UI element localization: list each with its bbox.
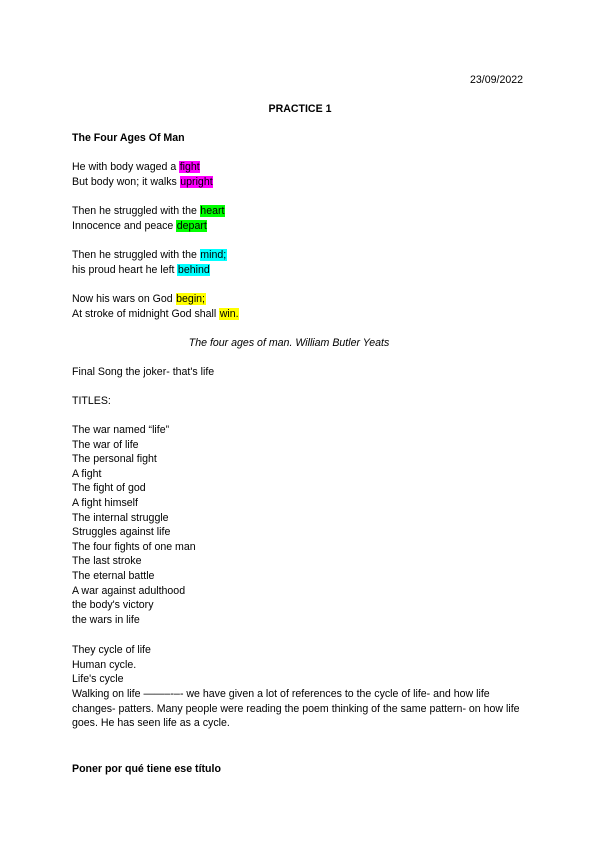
highlighted-word: depart [176, 220, 207, 232]
list-item: A fight [72, 467, 102, 480]
poem-line [72, 204, 225, 219]
poem-line [72, 292, 206, 307]
highlighted-word: heart [200, 205, 225, 217]
list-item: The fight of god [72, 482, 146, 495]
poem-line-text: his proud heart he left [72, 264, 178, 276]
citation: The four ages of man. William Butler Yeats [188, 337, 390, 349]
poem-line [72, 160, 200, 175]
highlighted-word: behind [177, 264, 210, 276]
highlighted-word: fight [179, 161, 200, 173]
titles-list [72, 423, 196, 627]
list-item: A fight himself [72, 496, 138, 509]
poem-line [72, 248, 227, 263]
poem-line-text: At stroke of midnight God shall [72, 308, 220, 320]
poem-line-text: He with body waged a [72, 161, 180, 173]
date: 23/09/2022 [470, 74, 524, 86]
list-item: the wars in life [72, 613, 140, 626]
page-heading: PRACTICE 1 [268, 103, 332, 115]
cycle-titles-list [72, 643, 151, 687]
closing-heading: Poner por qué tiene ese título [72, 763, 221, 775]
highlighted-word: win. [219, 308, 239, 320]
list-item: The eternal battle [72, 569, 155, 582]
poem-line-text: Innocence and peace [72, 220, 177, 232]
list-item: the body's victory [72, 599, 154, 612]
list-item: Human cycle. [72, 658, 137, 671]
poem-line-text: Now his wars on God [72, 293, 176, 305]
poem-line [72, 307, 239, 322]
list-item: The personal fight [72, 453, 157, 466]
poem-title: The Four Ages Of Man [72, 132, 185, 144]
poem-line [72, 219, 207, 234]
highlighted-word: upright [180, 176, 213, 188]
poem-line [72, 175, 213, 190]
notes-paragraph: Walking on life ——–-–- we have given a lot of references to the cycle of life- and how life changes- patters. Many people were reading the poem thinking of the same pattern- on how life goes. He has seen life as a cycle. [72, 688, 520, 730]
list-item: The war of life [72, 438, 139, 451]
list-item: The four fights of one man [72, 540, 196, 553]
final-song-note: Final Song the joker- that's life [72, 366, 215, 378]
poem-line-text: Then he struggled with the [72, 249, 200, 261]
list-item: A war against adulthood [72, 584, 186, 597]
list-item: Life's cycle [72, 673, 124, 686]
list-item: Struggles against life [72, 526, 171, 539]
poem-line-text: Then he struggled with the [72, 205, 200, 217]
titles-label: TITLES: [72, 395, 111, 407]
highlighted-word: begin; [176, 293, 206, 305]
list-item: The internal struggle [72, 511, 169, 524]
highlighted-word: mind; [200, 249, 227, 261]
list-item: They cycle of life [72, 644, 151, 656]
list-item: The war named “life” [72, 424, 170, 436]
list-item: The last stroke [72, 555, 142, 568]
poem-line-text: But body won; it walks [72, 176, 180, 188]
poem-line [72, 263, 210, 278]
